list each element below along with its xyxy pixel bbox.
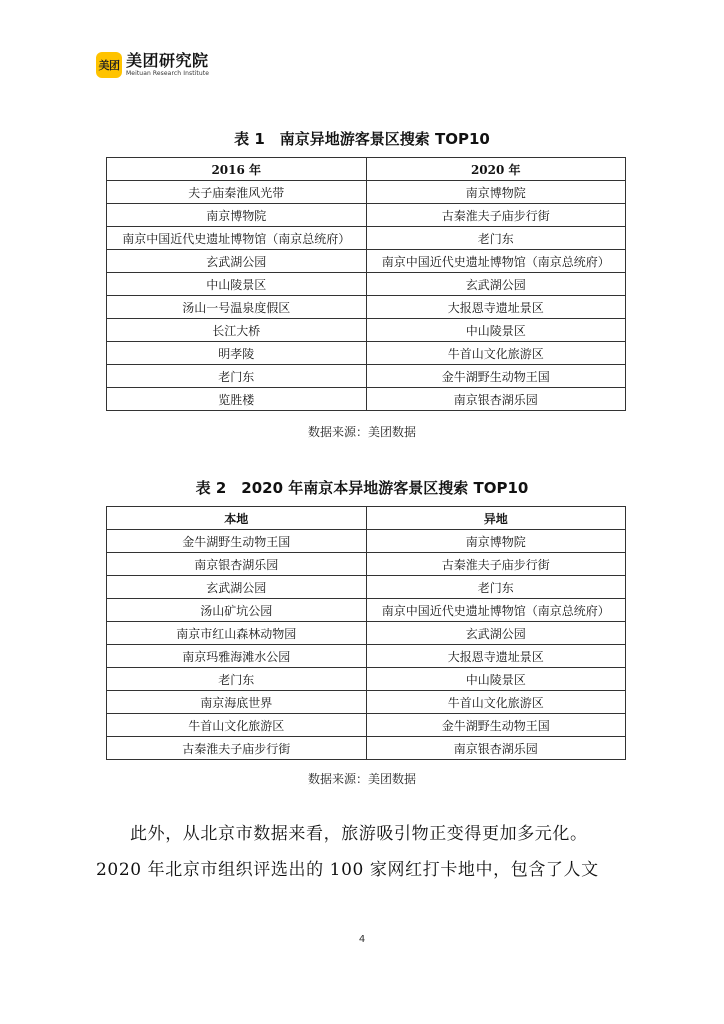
table-cell: 牛首山文化旅游区 [366,691,626,714]
table2-caption: 表 2 2020 年南京本异地游客景区搜索 TOP10 [195,479,529,497]
table-cell: 南京中国近代史遗址博物馆（南京总统府） [366,599,626,622]
table-cell: 明孝陵 [107,342,367,365]
table1-header-col1: 2016 年 [107,158,367,181]
table1 [106,157,626,411]
table-cell: 牛首山文化旅游区 [366,342,626,365]
table-row [107,599,626,622]
table-row [107,388,626,411]
table-row [107,714,626,737]
table-cell: 南京银杏湖乐园 [366,388,626,411]
table-cell: 老门东 [107,668,367,691]
table-cell: 老门东 [107,365,367,388]
table-cell: 金牛湖野生动物王国 [366,714,626,737]
table-row [107,227,626,250]
table-cell: 牛首山文化旅游区 [107,714,367,737]
table-row [107,668,626,691]
logo-text [126,53,209,77]
table-cell: 南京玛雅海滩水公园 [107,645,367,668]
table-cell: 中山陵景区 [366,668,626,691]
table-cell: 金牛湖野生动物王国 [107,530,367,553]
table-row [107,645,626,668]
table-row [107,691,626,714]
table-cell: 老门东 [366,576,626,599]
table-cell: 中山陵景区 [366,319,626,342]
table-row [107,250,626,273]
table-cell: 老门东 [366,227,626,250]
table2-header-row [107,507,626,530]
table-cell: 南京市红山森林动物园 [107,622,367,645]
table-row [107,737,626,760]
table-cell: 汤山矿坑公园 [107,599,367,622]
table-cell: 大报恩寺遗址景区 [366,296,626,319]
table-cell: 南京博物院 [366,181,626,204]
table2-source: 数据来源：美团数据 [307,772,416,786]
table1-caption: 表 1 南京异地游客景区搜索 TOP10 [234,130,490,148]
table1-body [107,181,626,411]
table1-header-row [107,158,626,181]
table2-header-col1: 本地 [107,507,367,530]
table-row [107,181,626,204]
table1-header-col2: 2020 年 [366,158,626,181]
table-cell: 玄武湖公园 [366,622,626,645]
table-row [107,296,626,319]
table-cell: 南京银杏湖乐园 [366,737,626,760]
table-cell: 南京海底世界 [107,691,367,714]
table-row [107,553,626,576]
table-cell: 南京博物院 [107,204,367,227]
table-cell: 览胜楼 [107,388,367,411]
table-cell: 玄武湖公园 [366,273,626,296]
table-row [107,342,626,365]
table-cell: 古秦淮夫子庙步行街 [366,553,626,576]
table1-source: 数据来源：美团数据 [307,425,416,439]
table-cell: 玄武湖公园 [107,250,367,273]
logo-cn-title: 美团研究院 [126,51,209,70]
table-cell: 南京中国近代史遗址博物馆（南京总统府） [366,250,626,273]
table-cell: 汤山一号温泉度假区 [107,296,367,319]
table-row [107,622,626,645]
table-cell: 南京银杏湖乐园 [107,553,367,576]
table-cell: 夫子庙秦淮风光带 [107,181,367,204]
table-cell: 中山陵景区 [107,273,367,296]
body-line-2: 2020 年北京市组织评选出的 100 家网红打卡地中，包含了人文 [96,860,599,880]
table-cell: 金牛湖野生动物王国 [366,365,626,388]
table-row [107,365,626,388]
page-number: 4 [358,934,366,945]
table2-body [107,530,626,760]
table-row [107,576,626,599]
table2 [106,506,626,760]
table-cell: 古秦淮夫子庙步行街 [107,737,367,760]
table-cell: 南京博物院 [366,530,626,553]
table-cell: 大报恩寺遗址景区 [366,645,626,668]
logo-en-subtitle: Meituan Research Institute [126,70,210,77]
table-row [107,273,626,296]
body-paragraph [96,816,641,888]
table-row [107,319,626,342]
table-cell: 长江大桥 [107,319,367,342]
table-row [107,204,626,227]
table2-header-col2: 异地 [366,507,626,530]
meituan-logo [96,52,209,78]
body-line-1: 此外，从北京市数据来看，旅游吸引物正变得更加多元化。 [130,824,588,844]
table-cell: 南京中国近代史遗址博物馆（南京总统府） [107,227,367,250]
logo-badge-icon: 美团 [96,52,122,78]
table-row [107,530,626,553]
table-cell: 玄武湖公园 [107,576,367,599]
table-cell: 古秦淮夫子庙步行街 [366,204,626,227]
